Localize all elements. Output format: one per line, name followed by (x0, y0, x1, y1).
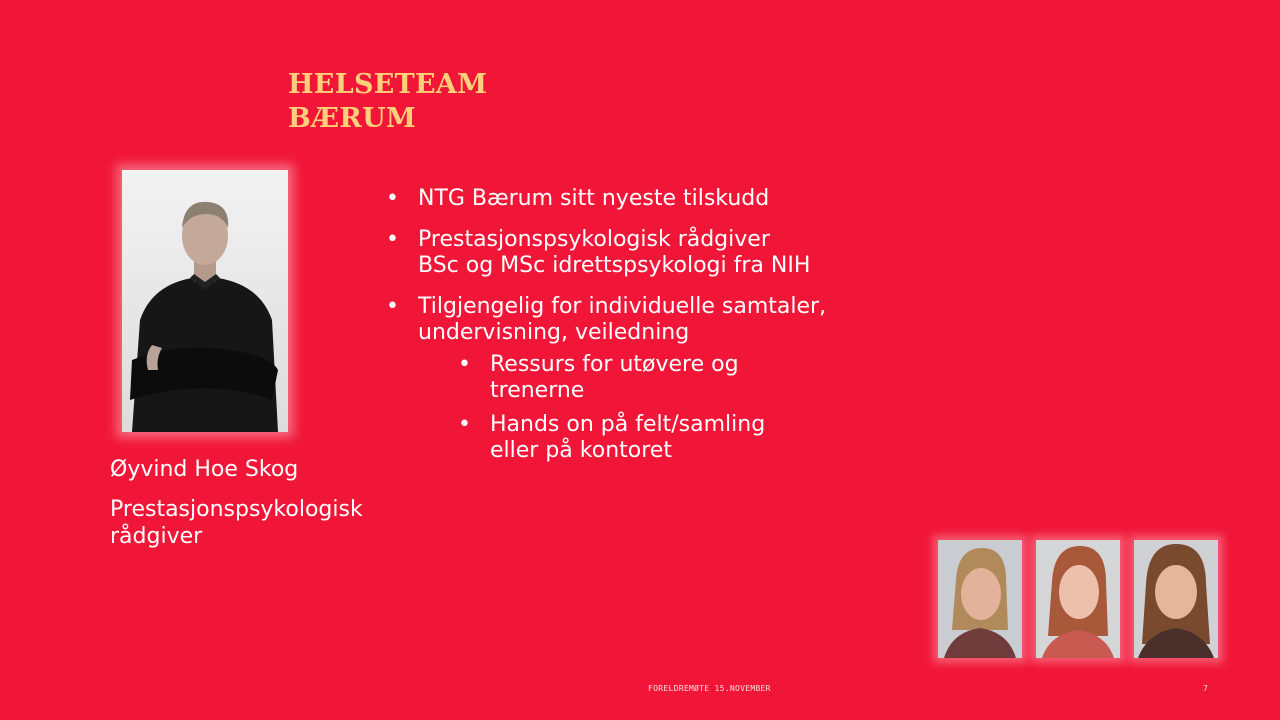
bullet-dot: • (458, 352, 471, 377)
bullet-text: BSc og MSc idrettspsykologi fra NIH (418, 253, 811, 278)
bullet-item (386, 294, 856, 464)
page-number: 7 (1203, 684, 1208, 693)
bullet-item (386, 227, 856, 279)
bullet-dot: • (386, 294, 399, 319)
footer-text: FORELDREMØTE 15.NOVEMBER (648, 684, 771, 693)
team-photo-2-image (1036, 540, 1120, 658)
sub-bullet-text: trenerne (490, 378, 585, 403)
slide-title-line-2: BÆRUM (288, 103, 417, 134)
bullet-dot: • (386, 227, 399, 252)
bullet-text: undervisning, veiledning (418, 320, 690, 345)
sub-bullet-item (458, 412, 788, 464)
slide-title (288, 68, 487, 136)
sub-bullet-list (458, 352, 788, 464)
person-name: Øyvind Hoe Skog (110, 457, 299, 482)
sub-bullet-text: eller på kontoret (490, 438, 672, 463)
sub-bullet-item (458, 352, 788, 404)
team-photo-3-image (1134, 540, 1218, 658)
team-photo-1 (938, 540, 1022, 658)
bullet-dot: • (458, 412, 471, 437)
person-role: Prestasjonspsykologisk rådgiver (110, 497, 363, 549)
team-photo-2 (1036, 540, 1120, 658)
bullet-item (386, 186, 856, 212)
bullet-text: NTG Bærum sitt nyeste tilskudd (418, 186, 770, 211)
slide-title-line-1: HELSETEAM (288, 69, 488, 100)
bullet-list (386, 186, 856, 479)
sub-bullet-text: Hands on på felt/samling (490, 412, 766, 437)
portrait-image (122, 170, 288, 432)
bullet-text: Prestasjonspsykologisk rådgiver (418, 227, 770, 252)
portrait-photo (122, 170, 288, 432)
team-photo-3 (1134, 540, 1218, 658)
bullet-dot: • (386, 186, 399, 211)
sub-bullet-text: Ressurs for utøvere og (490, 352, 739, 377)
bullet-text: Tilgjengelig for individuelle samtaler, (418, 294, 827, 319)
team-photo-1-image (938, 540, 1022, 658)
